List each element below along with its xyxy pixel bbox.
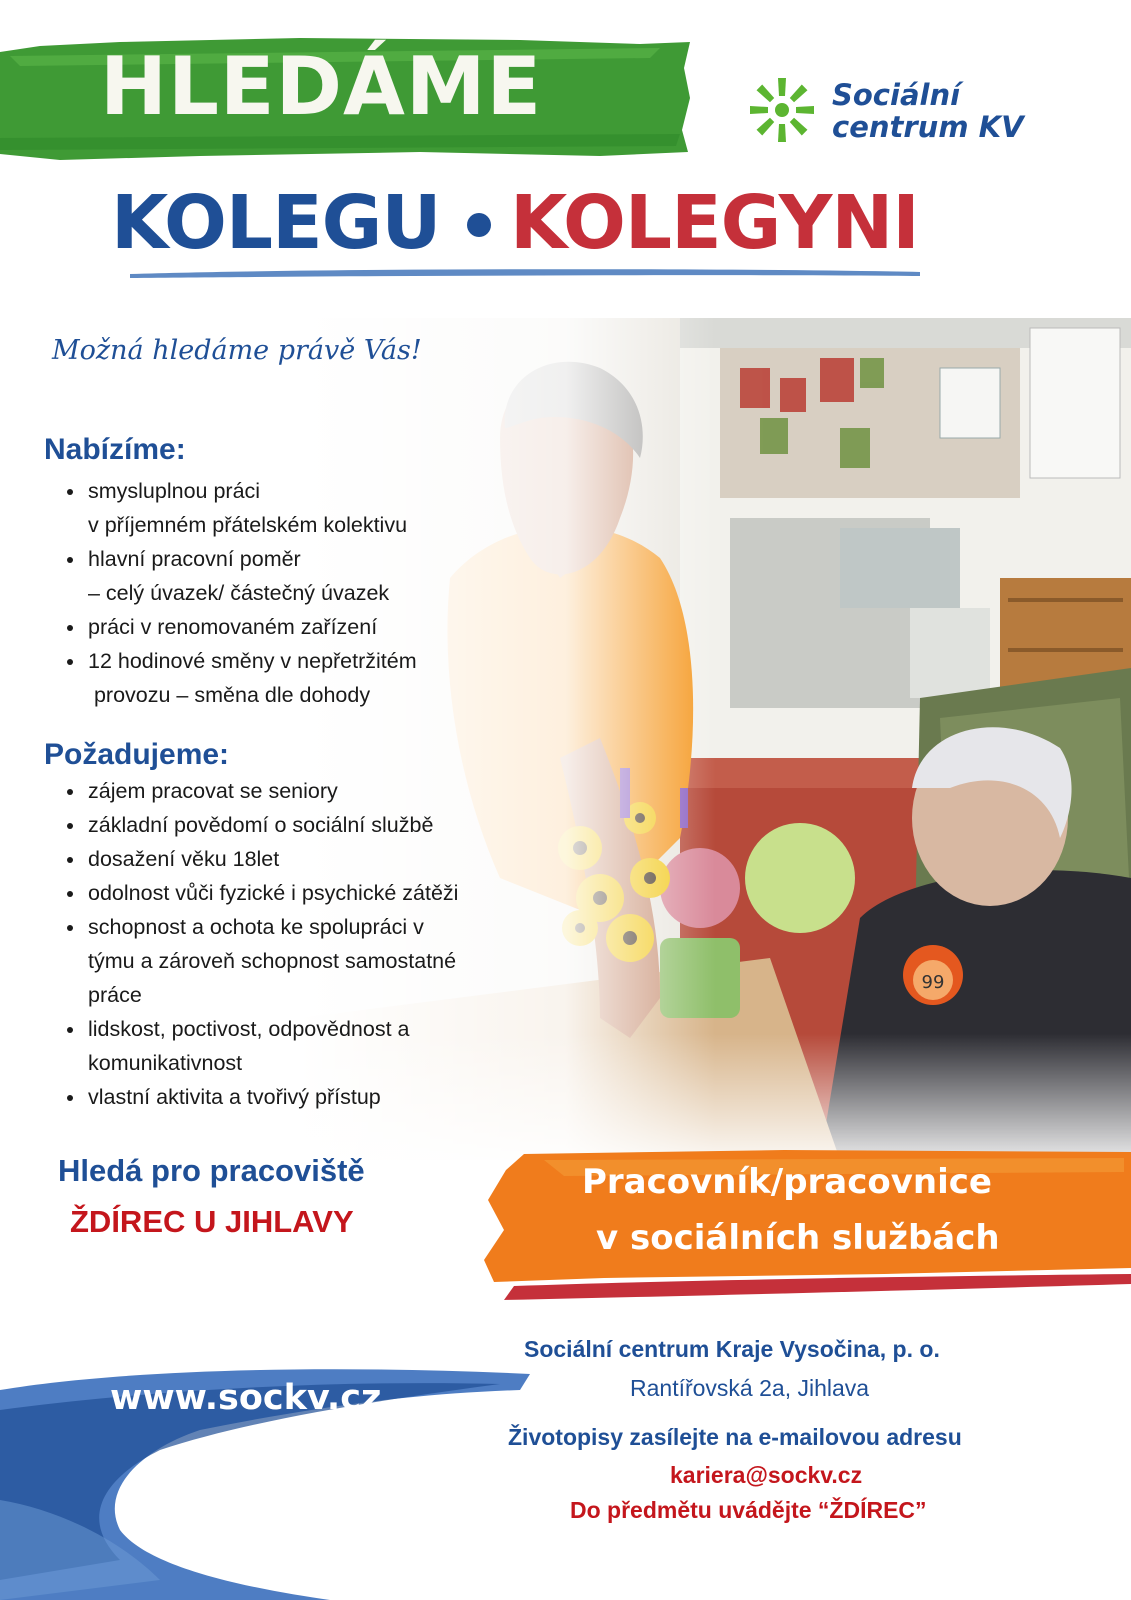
- list-item: • schopnost a ochota ke spolupráci v týmu a zároveň schopnost samostatné práce: [86, 910, 556, 1012]
- list-item: • zájem pracovat se seniory: [86, 774, 556, 808]
- list-item: • smysluplnou práci v příjemném přátelském kolektivu: [86, 474, 556, 542]
- subject-instruction: Do předmětu uvádějte “ŽDÍREC”: [570, 1497, 927, 1523]
- logo-text-line-1: Sociální: [832, 78, 961, 112]
- logo-text-line-2: centrum KV: [832, 110, 1024, 144]
- cv-instruction: Životopisy zasílejte na e-mailovou adresu: [508, 1424, 962, 1450]
- list-item: • lidskost, poctivost, odpovědnost a komunikativnost: [86, 1012, 556, 1080]
- flower-logo-icon: [744, 72, 820, 148]
- headline-hledame: HLEDÁME: [100, 40, 543, 133]
- email-link[interactable]: kariera@sockv.cz: [670, 1462, 863, 1488]
- offer-list: [58, 474, 556, 712]
- requirements-list: [58, 774, 556, 1114]
- list-item: • práci v renomovaném zařízení: [86, 610, 556, 644]
- list-item: • hlavní pracovní poměr – celý úvazek/ částečný úvazek: [86, 542, 556, 610]
- headline-dot: [467, 213, 491, 237]
- position-title-line-2: v sociálních službách: [596, 1218, 1000, 1258]
- list-item: • vlastní aktivita a tvořivý přístup: [86, 1080, 556, 1114]
- list-item: • odolnost vůči fyzické i psychické zátěži: [86, 876, 556, 910]
- workplace-label: Hledá pro pracoviště: [58, 1153, 365, 1188]
- organization-address: Rantířovská 2a, Jihlava: [630, 1375, 870, 1401]
- position-title-line-1: Pracovník/pracovnice: [582, 1162, 992, 1202]
- tagline: Možná hledáme právě Vás!: [52, 335, 422, 366]
- headline-kolegyni: KOLEGYNI: [510, 180, 919, 266]
- list-item: • dosažení věku 18let: [86, 842, 556, 876]
- offer-heading: Nabízíme:: [44, 433, 186, 466]
- list-item: • 12 hodinové směny v nepřetržitém provozu – směna dle dohody: [86, 644, 556, 712]
- workplace-value: ŽDÍREC U JIHLAVY: [70, 1204, 354, 1239]
- website-link[interactable]: www.sockv.cz: [110, 1378, 382, 1418]
- headline-kolegu: KOLEGU: [111, 180, 441, 266]
- headline-underline: [130, 266, 920, 280]
- list-item: • základní povědomí o sociální službě: [86, 808, 556, 842]
- requirements-heading: Požadujeme:: [44, 738, 230, 771]
- organization-name: Sociální centrum Kraje Vysočina, p. o.: [524, 1336, 940, 1362]
